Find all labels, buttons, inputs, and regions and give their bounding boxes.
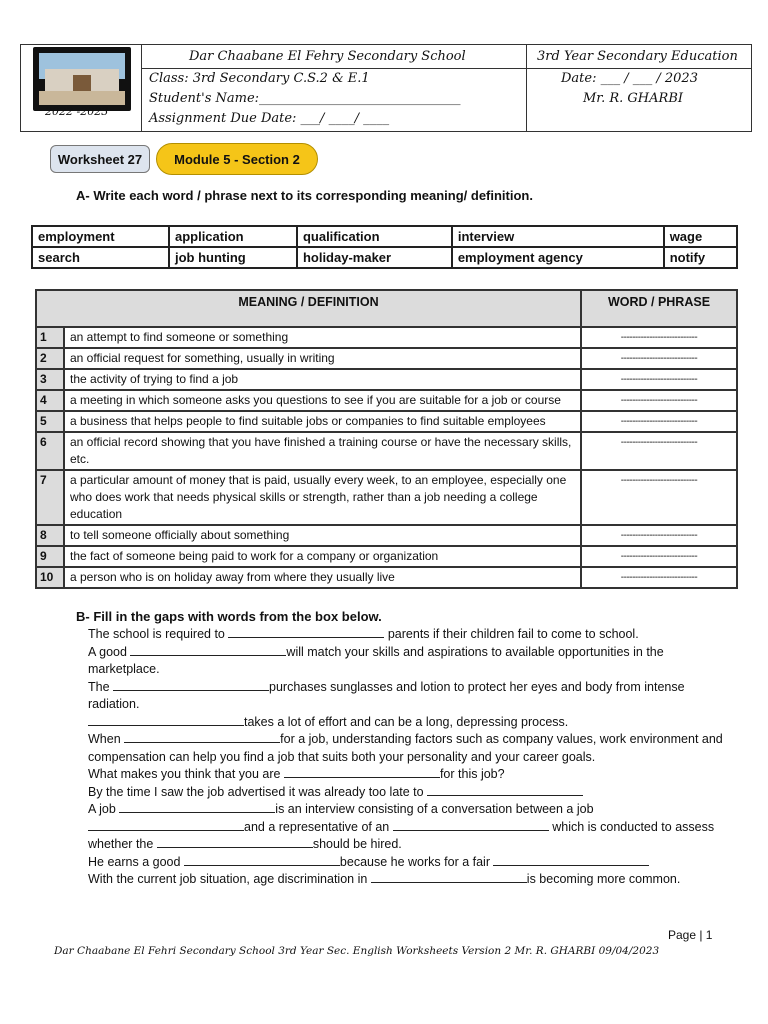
definitions-table (35, 289, 738, 589)
answer-blank[interactable]: --------------------------- (581, 348, 737, 369)
gap-blank[interactable] (427, 784, 583, 796)
sentence-7: By the time I saw the job advertised it was already too late to (88, 784, 728, 802)
sentence-3: The purchases sunglasses and lotion to protect her eyes and body from intense radiation. (88, 679, 685, 711)
gap-blank[interactable] (88, 819, 244, 831)
word-cell: holiday-maker (297, 247, 452, 268)
gap-blank[interactable] (124, 731, 280, 743)
gap-fill-sentences (88, 626, 728, 889)
gap-blank[interactable] (113, 679, 269, 691)
gap-blank[interactable] (284, 766, 440, 778)
table-row (36, 327, 737, 348)
section-b-title: B- Fill in the gaps with words from the box below. (76, 609, 382, 624)
definition-text: the fact of someone being paid to work for a company or organization (64, 546, 581, 567)
word-cell: qualification (297, 226, 452, 247)
page-number: Page | 1 (668, 928, 713, 942)
word-cell: search (32, 247, 169, 268)
gap-blank[interactable] (371, 871, 527, 883)
answer-blank[interactable]: --------------------------- (581, 411, 737, 432)
word-cell: interview (452, 226, 664, 247)
row-number: 6 (36, 432, 64, 470)
gap-blank[interactable] (119, 801, 275, 813)
row-number: 7 (36, 470, 64, 525)
sentence-8: A job is an interview consisting of a conversation between a job and a representative of an which is conducted to assess whether the should be hired. (88, 802, 715, 851)
table-row (36, 348, 737, 369)
definition-text: to tell someone officially about something (64, 525, 581, 546)
definition-text: a business that helps people to find suitable jobs or companies to find suitable employees (64, 411, 581, 432)
table-row (36, 470, 737, 525)
table-row (36, 525, 737, 546)
footer-line: Dar Chaabane El Fehri Secondary School 3rd Year Sec. English Worksheets Version 2 Mr. R. GHARBI 09/04/2023 (54, 945, 660, 957)
gap-blank[interactable] (130, 644, 286, 656)
definition-text: a person who is on holiday away from where they usually live (64, 567, 581, 588)
module-label: Module 5 - Section 2 (156, 143, 318, 175)
gap-blank[interactable] (184, 854, 340, 866)
row-number: 9 (36, 546, 64, 567)
table-row (36, 567, 737, 588)
row-number: 5 (36, 411, 64, 432)
row-number: 10 (36, 567, 64, 588)
word-header: WORD / PHRASE (581, 290, 737, 327)
word-cell: job hunting (169, 247, 297, 268)
answer-blank[interactable]: --------------------------- (581, 432, 737, 470)
school-name: Dar Chaabane El Fehry Secondary School (189, 49, 466, 64)
definition-text: an attempt to find someone or something (64, 327, 581, 348)
gap-blank[interactable] (157, 836, 313, 848)
education-level: 3rd Year Secondary Education (537, 49, 738, 64)
due-date-field: Assignment Due Date: ___/ ____/ ____ (149, 111, 390, 126)
word-cell: employment agency (452, 247, 664, 268)
date-field: Date: ___ / ___ / 2023 (561, 71, 698, 86)
answer-blank[interactable]: --------------------------- (581, 470, 737, 525)
sentence-5: When for a job, understanding factors such as company values, work environment and compensation can help you find a job that suits both your personality and your career goals. (88, 732, 723, 764)
word-cell: employment (32, 226, 169, 247)
sentence-1: The school is required to parents if their children fail to come to school. (88, 627, 639, 641)
table-row (36, 546, 737, 567)
sentence-4: takes a lot of effort and can be a long, depressing process. (88, 714, 728, 732)
school-year: 2022 -2023 (45, 105, 109, 118)
table-row (36, 390, 737, 411)
definition-text: a meeting in which someone asks you questions to see if you are suitable for a job or course (64, 390, 581, 411)
sentence-10: With the current job situation, age discrimination in is becoming more common. (88, 872, 681, 886)
gap-blank[interactable] (88, 714, 244, 726)
definition-text: the activity of trying to find a job (64, 369, 581, 390)
answer-blank[interactable]: --------------------------- (581, 567, 737, 588)
gap-blank[interactable] (228, 626, 384, 638)
row-number: 1 (36, 327, 64, 348)
worksheet-label: Worksheet 27 (50, 145, 150, 173)
definition-text: an official request for something, usually in writing (64, 348, 581, 369)
row-number: 4 (36, 390, 64, 411)
sentence-9: He earns a good because he works for a fair (88, 854, 728, 872)
answer-blank[interactable]: --------------------------- (581, 390, 737, 411)
definition-text: a particular amount of money that is paid, usually every week, to an employee, especially one who does work that needs physical skills or strength, rather than a job needing a college education (64, 470, 581, 525)
section-a-title: A- Write each word / phrase next to its corresponding meaning/ definition. (76, 188, 533, 203)
definition-text: an official record showing that you have finished a training course or have the necessary skills, etc. (64, 432, 581, 470)
sentence-2: A good will match your skills and aspirations to available opportunities in the marketplace. (88, 644, 664, 676)
gap-blank[interactable] (393, 819, 549, 831)
word-cell: application (169, 226, 297, 247)
table-row (36, 411, 737, 432)
meaning-header: MEANING / DEFINITION (36, 290, 581, 327)
word-cell: wage (664, 226, 737, 247)
answer-blank[interactable]: --------------------------- (581, 369, 737, 390)
word-cell: notify (664, 247, 737, 268)
answer-blank[interactable]: --------------------------- (581, 525, 737, 546)
table-row (36, 432, 737, 470)
row-number: 8 (36, 525, 64, 546)
teacher-name: Mr. R. GHARBI (583, 91, 684, 106)
row-number: 2 (36, 348, 64, 369)
class-label: Class: 3rd Secondary C.S.2 & E.1 (149, 71, 370, 86)
answer-blank[interactable]: --------------------------- (581, 327, 737, 348)
row-number: 3 (36, 369, 64, 390)
table-row (36, 369, 737, 390)
student-name-field: Student's Name:_______________________________ (149, 91, 461, 106)
gap-blank[interactable] (493, 854, 649, 866)
answer-blank[interactable]: --------------------------- (581, 546, 737, 567)
sentence-6: What makes you think that you are for this job? (88, 767, 505, 781)
word-box (31, 225, 738, 269)
school-logo (33, 47, 131, 111)
header-table (20, 44, 752, 132)
